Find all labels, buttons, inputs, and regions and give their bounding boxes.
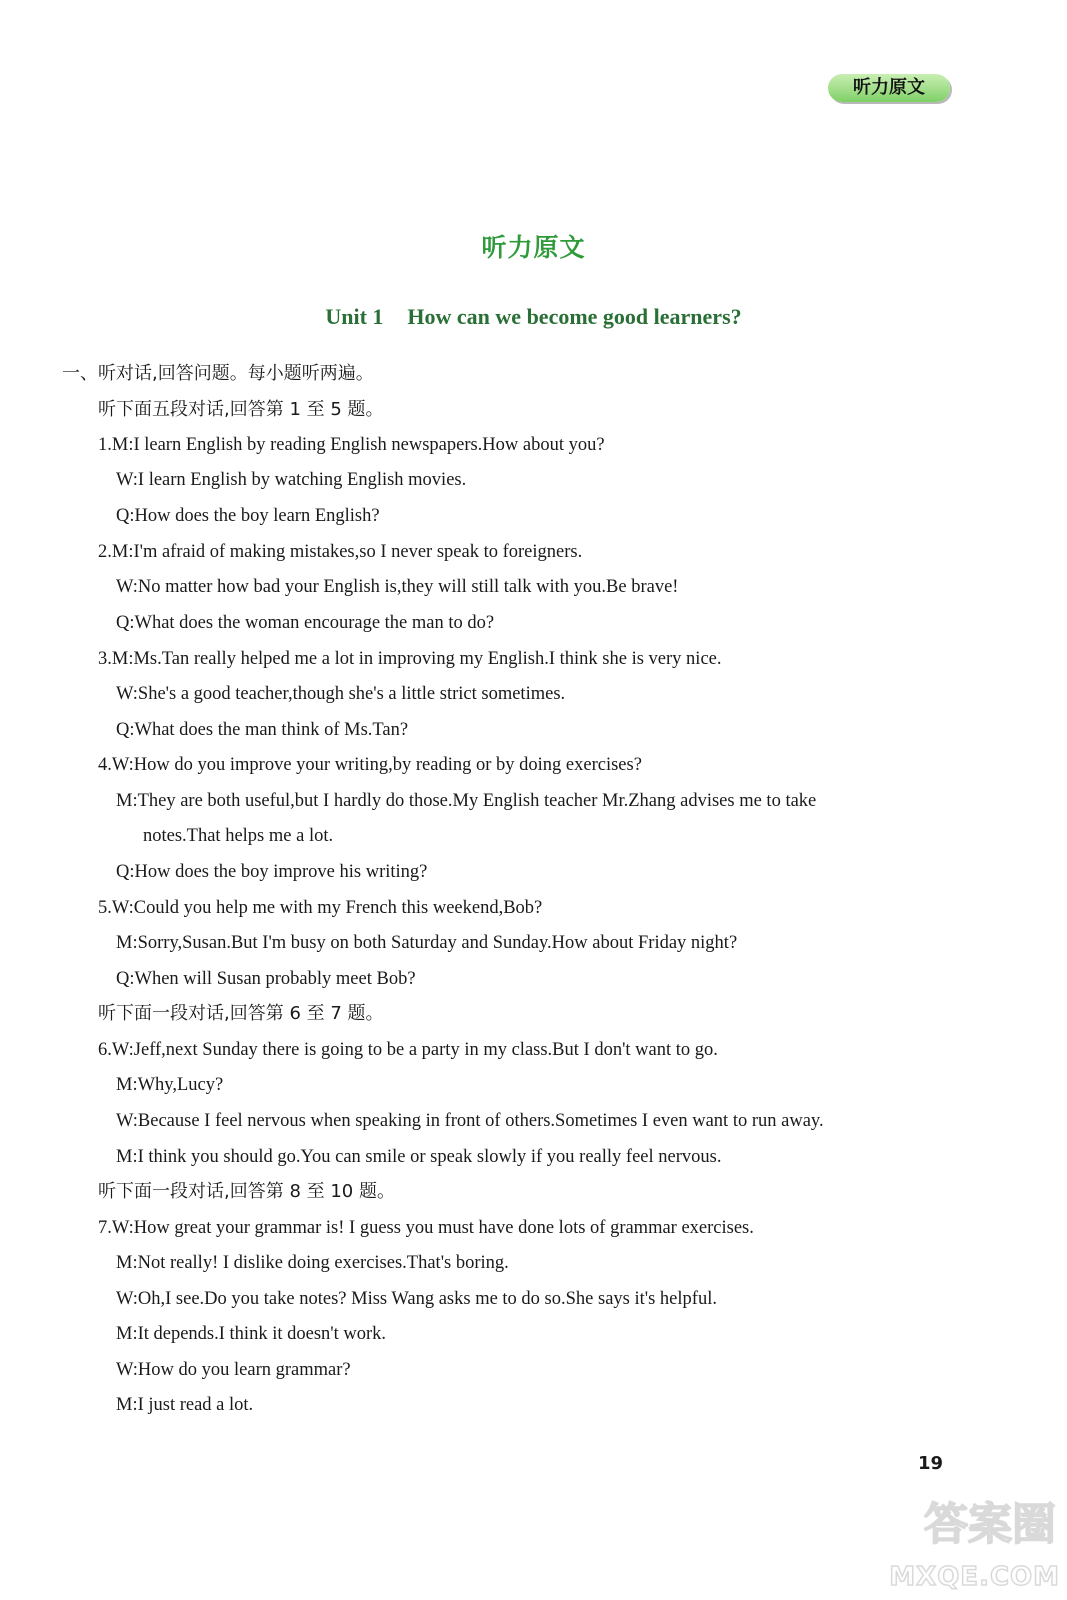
watermark: [870, 1488, 1060, 1592]
dialogue-line: M:I just read a lot.: [116, 1395, 254, 1415]
page-title: 听力原文: [481, 233, 586, 262]
page-number: 19: [918, 1453, 944, 1474]
dialogue-line: W:Oh,I see.Do you take notes? Miss Wang asks me to do so.She says it's helpful.: [116, 1289, 717, 1309]
dialogue-line: 4.W:How do you improve your writing,by reading or by doing exercises?: [98, 755, 642, 775]
instruction-line: 听下面五段对话,回答第 1 至 5 题。: [98, 399, 384, 420]
dialogue-line: M:It depends.I think it doesn't work.: [116, 1324, 387, 1344]
dialogue-line: 7.W:How great your grammar is! I guess you must have done lots of grammar exercises.: [98, 1218, 754, 1238]
question-line: Q:What does the woman encourage the man to do?: [116, 613, 495, 633]
watermark-url: MXQE.COM: [889, 1562, 1060, 1592]
unit-label: Unit 1: [325, 304, 384, 329]
dialogue-line: 1.M:I learn English by reading English newspapers.How about you?: [98, 435, 605, 455]
question-line: Q:When will Susan probably meet Bob?: [116, 969, 416, 989]
dialogue-line: M:I think you should go.You can smile or speak slowly if you really feel nervous.: [116, 1147, 722, 1167]
question-line: Q:How does the boy improve his writing?: [116, 862, 428, 882]
section-tab: 听力原文: [828, 74, 950, 102]
dialogue-line: W:She's a good teacher,though she's a little strict sometimes.: [116, 684, 566, 704]
dialogue-line: M:Not really! I dislike doing exercises.That's boring.: [116, 1253, 509, 1273]
dialogue-line: M:They are both useful,but I hardly do those.My English teacher Mr.Zhang advises me to take: [116, 791, 817, 811]
dialogue-line: W:Because I feel nervous when speaking in front of others.Sometimes I even want to run away.: [116, 1111, 824, 1131]
dialogue-line-continued: notes.That helps me a lot.: [143, 826, 334, 846]
instruction-line: 听下面一段对话,回答第 6 至 7 题。: [98, 1003, 384, 1024]
dialogue-line: 6.W:Jeff,next Sunday there is going to be a party in my class.But I don't want to go.: [98, 1040, 718, 1060]
dialogue-line: W:How do you learn grammar?: [116, 1360, 351, 1380]
dialogue-line: M:Sorry,Susan.But I'm busy on both Saturday and Sunday.How about Friday night?: [116, 933, 738, 953]
unit-heading: [0, 304, 1067, 330]
dialogue-line: M:Why,Lucy?: [116, 1075, 224, 1095]
unit-question: How can we become good learners?: [407, 304, 742, 329]
dialogue-line: 5.W:Could you help me with my French this weekend,Bob?: [98, 898, 543, 918]
dialogue-line: W:I learn English by watching English movies.: [116, 470, 467, 490]
dialogue-line: 3.M:Ms.Tan really helped me a lot in improving my English.I think she is very nice.: [98, 649, 722, 669]
question-line: Q:What does the man think of Ms.Tan?: [116, 720, 409, 740]
section-heading: 一、听对话,回答问题。每小题听两遍。: [62, 363, 374, 384]
watermark-logo: 答案圈: [924, 1499, 1056, 1550]
question-line: Q:How does the boy learn English?: [116, 506, 380, 526]
instruction-line: 听下面一段对话,回答第 8 至 10 题。: [98, 1181, 395, 1202]
dialogue-line: W:No matter how bad your English is,they will still talk with you.Be brave!: [116, 577, 679, 597]
dialogue-line: 2.M:I'm afraid of making mistakes,so I never speak to foreigners.: [98, 542, 583, 562]
